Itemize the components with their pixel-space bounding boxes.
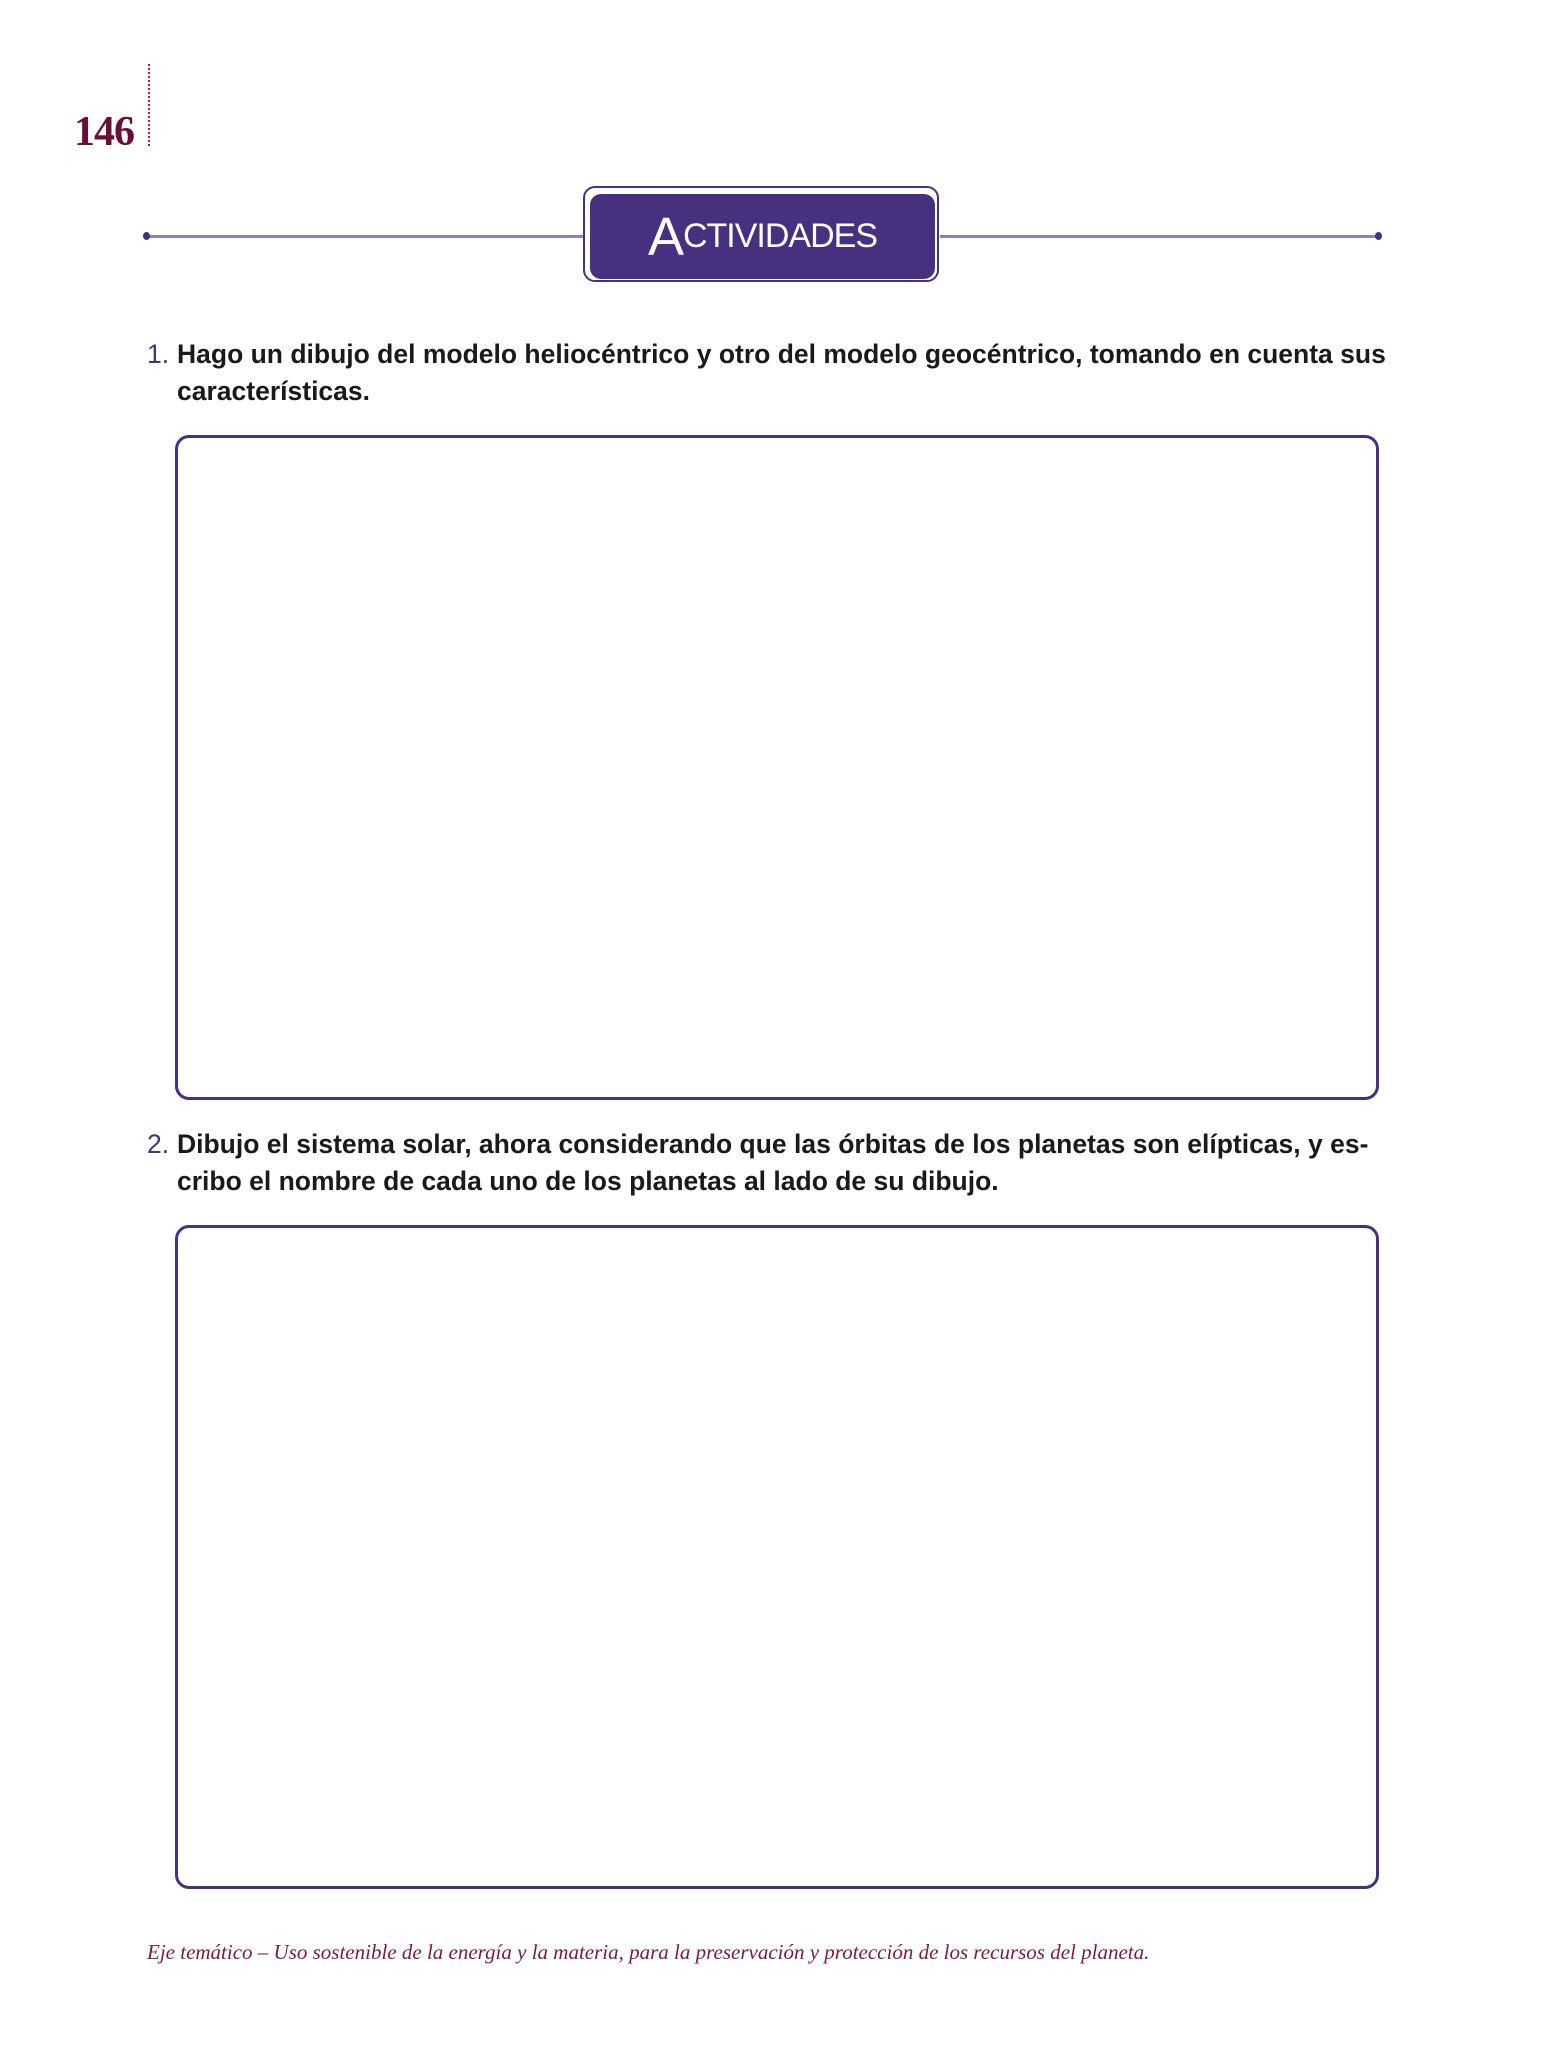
question-2 xyxy=(147,1126,1387,1200)
question-text: Dibujo el sistema solar, ahora considerando que las órbitas de los planetas son elípticas, y es- xyxy=(177,1129,1369,1159)
footer-theme: Eje temático – Uso sostenible de la energía y la materia, para la preservación y protección de los recursos del planeta. xyxy=(147,1940,1150,1964)
drawing-area-1[interactable] xyxy=(175,435,1379,1100)
question-text: cribo el nombre de cada uno de los planetas al lado de su dibujo. xyxy=(177,1166,999,1196)
banner-initial: A xyxy=(647,206,683,267)
question-text: características. xyxy=(177,376,371,406)
page-number: 146 xyxy=(74,109,134,155)
rule-end-dot xyxy=(1375,232,1382,240)
banner-title: CTIVIDADES xyxy=(682,217,878,255)
header-rule-right xyxy=(940,235,1379,238)
section-banner xyxy=(590,194,935,279)
question-1 xyxy=(147,336,1387,410)
dotted-divider xyxy=(148,64,150,146)
question-text: Hago un dibujo del modelo heliocéntrico y otro del modelo geocéntrico, tomando en cuenta sus xyxy=(177,339,1386,369)
rule-end-dot xyxy=(143,232,150,240)
header-rule-left xyxy=(146,235,586,238)
question-number: 2. xyxy=(147,1129,170,1159)
question-number: 1. xyxy=(147,339,170,369)
drawing-area-2[interactable] xyxy=(175,1225,1379,1889)
